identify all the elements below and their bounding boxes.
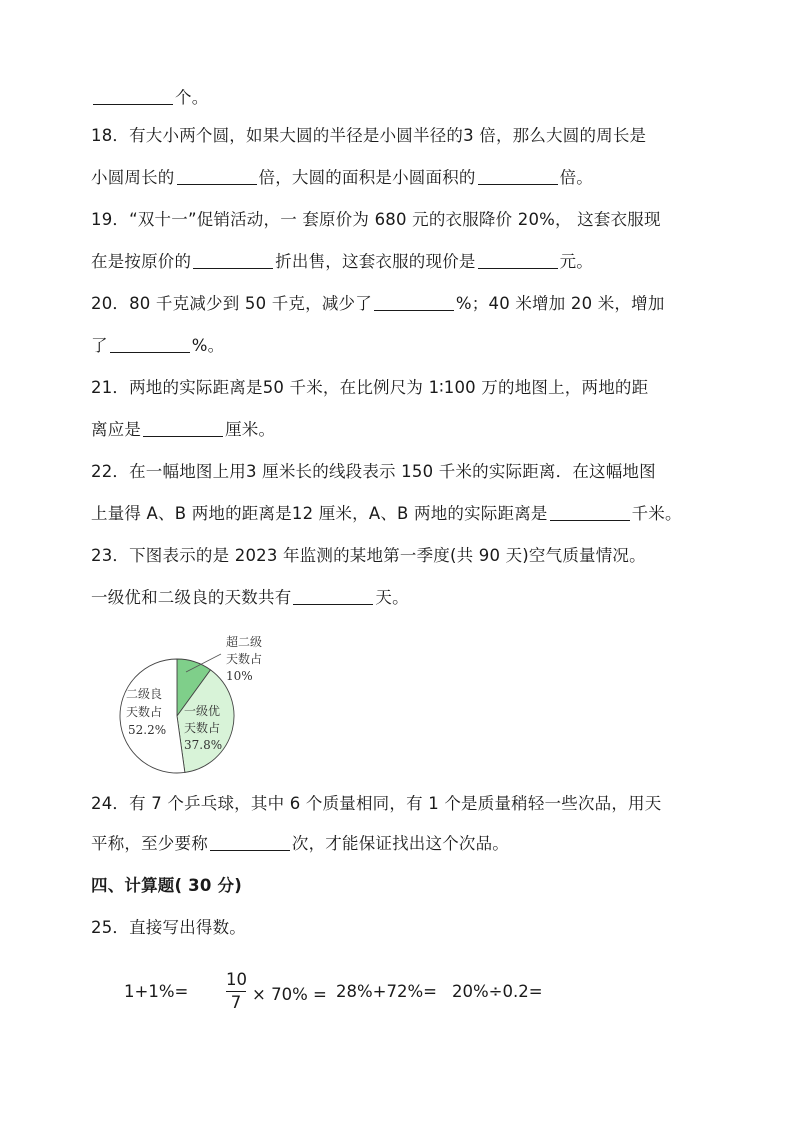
q17-tail: 个。 [91,86,208,110]
calc-4: 20%÷0.2= [452,982,543,1001]
answer-blank[interactable] [210,832,290,851]
slice-value-excellent: 37.8% [184,738,223,752]
answer-blank[interactable] [293,586,373,605]
answer-blank[interactable] [177,166,257,185]
calc-1: 1+1%= [124,982,189,1001]
q22-line2: 上量得 A、B 两地的距离是12 厘米，A、B 两地的实际距离是 千米。 [91,504,682,523]
slice-value-good: 52.2% [128,723,167,737]
q25-title: 25．直接写出得数。 [91,918,246,937]
answer-blank[interactable] [93,86,173,105]
q18-line1: 18．有大小两个圆，如果大圆的半径是小圆半径的3 倍，那么大圆的周长是 [91,126,647,145]
q23-line1: 23．下图表示的是 2023 年监测的某地第一季度(共 90 天)空气质量情况。 [91,546,646,565]
slice-label-super-line2: 天数占 [226,652,263,666]
q21-line2: 离应是 厘米。 [91,420,276,439]
fraction-bar [226,991,246,992]
q22-line1: 22．在一幅地图上用3 厘米长的线段表示 150 千米的实际距离．在这幅地图 [91,462,656,481]
slice-label-excellent-line2: 天数占 [184,721,221,735]
slice-value-super: 10% [226,669,253,683]
calc-3: 28%+72%= [336,982,437,1001]
slice-label-good-line1: 二级良 [126,687,163,701]
q19-line2: 在是按原价的 折出售，这套衣服的现价是 元。 [91,252,594,271]
slice-label-super-line1: 超二级 [226,635,263,649]
fraction-numerator: 10 [226,970,247,989]
slice-label-excellent-line1: 一级优 [184,704,221,718]
fraction-denominator: 7 [230,993,242,1012]
answer-blank[interactable] [478,250,558,269]
q19-line1: 19．“双十一”促销活动，一 套原价为 680 元的衣服降价 20%， 这套衣服现 [91,210,661,229]
q24-line1: 24．有 7 个乒乓球，其中 6 个质量相同，有 1 个是质量稍轻一些次品，用天 [91,794,662,813]
slice-label-good-line2: 天数占 [126,705,163,719]
answer-blank[interactable] [550,502,630,521]
q21-line1: 21．两地的实际距离是50 千米，在比例尺为 1∶100 万的地图上，两地的距 [91,378,649,397]
calc-2-rest: × 70% = [252,985,327,1004]
q20-line2: 了 %。 [91,336,225,355]
q20-line1: 20．80 千克减少到 50 千克，减少了 %；40 米增加 20 米，增加 [91,294,665,313]
q23-line2: 一级优和二级良的天数共有 天。 [91,588,409,607]
answer-blank[interactable] [478,166,558,185]
air-quality-pie-chart [118,628,298,778]
answer-blank[interactable] [143,418,223,437]
answer-blank[interactable] [374,292,454,311]
fraction [226,970,246,1013]
answer-blank[interactable] [110,334,190,353]
q18-line2: 小圆周长的 倍，大圆的面积是小圆面积的 倍。 [91,168,594,187]
section-title: 四、计算题( 30 分) [91,876,242,895]
answer-blank[interactable] [193,250,273,269]
q24-line2: 平称，至少要称 次，才能保证找出这个次品。 [91,834,510,853]
